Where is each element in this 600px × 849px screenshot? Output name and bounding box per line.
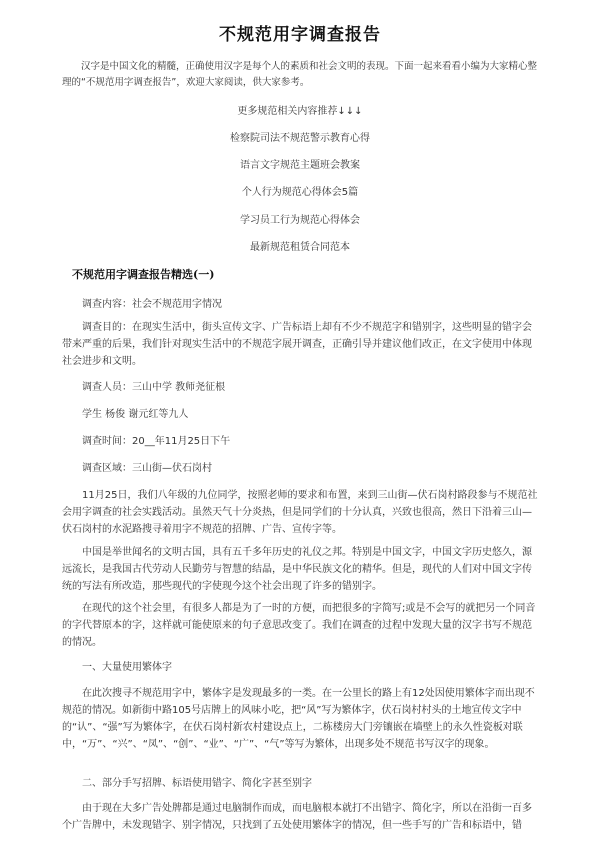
related-link-2[interactable]: 语言文字规范主题班会教案 bbox=[240, 160, 360, 171]
society-paragraph: 在现代的这个社会里，有很多人都是为了一时的方便，而把很多的字简写;或是不会写的就把另一个同音的字代替原本的字，这样就可能使原来的句子意思改变了。我们在调查的过程中发现大量的汉字书写不规范的情况。 bbox=[62, 603, 536, 648]
related-link-3[interactable]: 个人行为规范心得体会5篇 bbox=[241, 187, 359, 198]
china-paragraph: 中国是举世闻名的文明古国，具有五千多年历史的礼仪之邦。特别是中国文字，中国文字历史悠久，源远流长，是我国古代劳动人民勤劳与智慧的结晶，是中华民族文化的精华。但是，现代的人们对中国文字传统的写法有所改造，那些现代的字使现今这个社会出现了许多的错别字。 bbox=[62, 547, 532, 592]
related-link-1[interactable]: 检察院司法不规范警示教育心得 bbox=[230, 133, 370, 144]
traditional-paragraph: 在此次搜寻不规范用字中，繁体字是发现最多的一类。在一公里长的路上有12处因使用繁体字而出现不规范的情况。如新街中路105号店牌上的风味小吃，把“风”写为繁体字，伏石岗村村头的土地宣传文字中的“认”、“强”写为繁体字，在伏石岗村新农村建设点上，二栋楼房大门旁镶嵌在墙壁上的永久性瓷板对联中，“万”、“兴”、“凤”、“创”、“业”、“广”、“气”等写为繁体，出现多处不规范书写汉字的现象。 bbox=[62, 688, 535, 750]
intro-paragraph: 汉字是中国文化的精髓，正确使用汉字是每个人的素质和社会文明的表现。下面一起来看看小编为大家精心整理的“不规范用字调查报告”，欢迎大家阅读，供大家参考。 bbox=[62, 61, 538, 88]
time-line: 调查时间：20__年11月25日下午 bbox=[82, 436, 231, 447]
subheading-2: 二、部分手写招牌、标语使用错字、简化字甚至别字 bbox=[82, 778, 312, 789]
section-heading: 不规范用字调查报告精选(一) bbox=[72, 268, 215, 281]
purpose-paragraph: 调查目的：在现实生活中，街头宣传文字、广告标语上却有不少不规范字和错别字，这些明显的错字会带来严重的后果，我们针对现实生活中的不规范字展开调查，正确引导并建议他们改正，在文字使用中体现社会进步和文明。 bbox=[62, 322, 532, 367]
nov25-paragraph: 11月25日，我们八年级的九位同学，按照老师的要求和布置，来到三山街—伏石岗村路段参与不规范社会用字调查的社会实践活动。虽然天气十分炎热，但是同学们的十分认真，兴致也很高，然日下沿着三山—伏石岗村的水泥路搜寻着用字不规范的招牌、广告、宣传字等。 bbox=[62, 490, 538, 535]
related-link-5[interactable]: 最新规范租赁合同范本 bbox=[250, 242, 350, 253]
more-recommend-label: 更多规范相关内容推荐↓↓↓ bbox=[237, 106, 363, 117]
members-line-2: 学生 杨俊 谢元红等九人 bbox=[82, 409, 189, 420]
ads-paragraph: 由于现在大多广告处牌都是通过电脑制作而成，而电脑根本就打不出错字、简化字，所以在沿街一百多个广告牌中，未发现错字、别字情况，只找到了五处使用繁体字的情况，但一些手写的广告和标语中，错 bbox=[62, 803, 532, 831]
area-line: 调查区域：三山街—伏石岗村 bbox=[82, 463, 212, 474]
content-line: 调查内容：社会不规范用字情况 bbox=[82, 299, 222, 310]
subheading-1: 一、大量使用繁体字 bbox=[82, 662, 172, 673]
members-line-1: 调查人员：三山中学 教师尧征根 bbox=[82, 382, 226, 393]
related-link-4[interactable]: 学习员工行为规范心得体会 bbox=[240, 215, 360, 226]
page-title: 不规范用字调查报告 bbox=[219, 25, 381, 45]
